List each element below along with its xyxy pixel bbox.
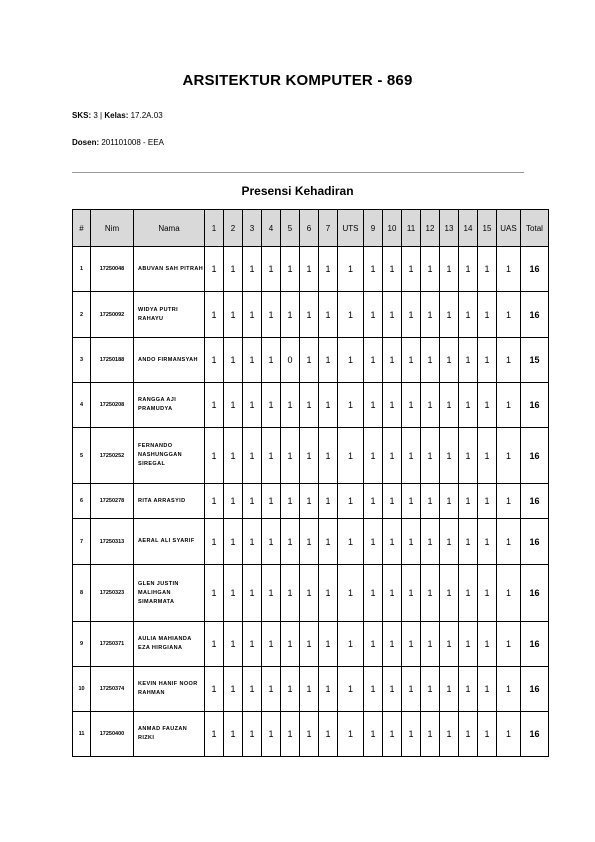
dosen-label: Dosen: [72,138,100,147]
attendance-cell: 1 [421,247,440,292]
attendance-cell: 1 [440,519,459,565]
attendance-cell: 1 [478,565,497,622]
student-nim: 17250278 [91,484,134,519]
attendance-cell: 1 [421,712,440,757]
column-header: 7 [319,210,338,247]
student-name: FERNANDO NASHUNGGAN SIREGAL [134,428,205,484]
lecturer-info [72,138,164,147]
document-title: ARSITEKTUR KOMPUTER - 869 [182,72,413,89]
attendance-cell: 1 [402,712,421,757]
sks-label: SKS: [72,111,92,120]
table-row [73,565,549,622]
attendance-cell: 1 [338,667,364,712]
attendance-cell: 1 [338,519,364,565]
attendance-cell: 1 [364,247,383,292]
column-header: 15 [478,210,497,247]
attendance-cell: 1 [421,622,440,667]
separator: | [100,111,103,120]
attendance-cell: 1 [300,622,319,667]
row-number: 6 [73,484,91,519]
attendance-cell: 1 [459,712,478,757]
table-row [73,428,549,484]
column-header: # [73,210,91,247]
attendance-cell: 1 [262,428,281,484]
attendance-cell: 1 [421,484,440,519]
attendance-cell: 1 [440,484,459,519]
table-row [73,484,549,519]
attendance-cell: 1 [338,292,364,338]
attendance-cell: 1 [459,622,478,667]
attendance-cell: 1 [338,622,364,667]
attendance-cell: 1 [364,484,383,519]
attendance-cell: 1 [224,484,243,519]
row-number: 8 [73,565,91,622]
attendance-cell: 1 [205,667,224,712]
column-header: 1 [205,210,224,247]
attendance-cell: 1 [224,247,243,292]
attendance-cell: 1 [243,484,262,519]
column-header: 11 [402,210,421,247]
student-name: RANGGA AJI PRAMUDYA [134,383,205,428]
row-number: 2 [73,292,91,338]
column-header: 14 [459,210,478,247]
attendance-cell: 1 [402,667,421,712]
attendance-cell: 1 [281,667,300,712]
total-cell: 16 [521,565,549,622]
student-nim: 17250252 [91,428,134,484]
attendance-cell: 1 [402,484,421,519]
column-header: 6 [300,210,319,247]
attendance-cell: 1 [224,622,243,667]
attendance-cell: 1 [478,484,497,519]
attendance-cell: 1 [459,292,478,338]
attendance-cell: 1 [300,519,319,565]
column-header: 5 [281,210,300,247]
attendance-cell: 1 [300,338,319,383]
attendance-cell: 1 [440,338,459,383]
attendance-cell: 1 [364,712,383,757]
attendance-cell: 1 [440,247,459,292]
attendance-cell: 1 [319,712,338,757]
column-header: UAS [497,210,521,247]
total-cell: 16 [521,292,549,338]
attendance-cell: 1 [281,712,300,757]
table-row [73,712,549,757]
table-row [73,338,549,383]
attendance-cell: 1 [497,247,521,292]
attendance-cell: 1 [364,292,383,338]
attendance-cell: 1 [300,565,319,622]
table-body [73,247,549,757]
attendance-cell: 1 [402,383,421,428]
attendance-cell: 1 [402,338,421,383]
column-header: 4 [262,210,281,247]
attendance-cell: 1 [383,292,402,338]
dosen-value: 201101008 - EEA [101,138,164,147]
row-number: 4 [73,383,91,428]
attendance-cell: 1 [205,484,224,519]
row-number: 7 [73,519,91,565]
attendance-cell: 1 [243,519,262,565]
attendance-cell: 1 [478,622,497,667]
column-header: Total [521,210,549,247]
student-name: ANMAD FAUZAN RIZKI [134,712,205,757]
attendance-cell: 1 [300,383,319,428]
column-header: 12 [421,210,440,247]
column-header: Nim [91,210,134,247]
attendance-cell: 1 [421,667,440,712]
attendance-cell: 1 [319,428,338,484]
attendance-cell: 1 [440,622,459,667]
attendance-cell: 1 [319,383,338,428]
student-name: GLEN JUSTIN MALIHGAN SIMARMATA [134,565,205,622]
attendance-cell: 1 [300,667,319,712]
attendance-cell: 1 [402,247,421,292]
attendance-cell: 1 [224,667,243,712]
attendance-cell: 1 [421,565,440,622]
attendance-cell: 1 [459,338,478,383]
attendance-cell: 1 [440,428,459,484]
attendance-cell: 1 [300,484,319,519]
student-name: AERAL ALI SYARIF [134,519,205,565]
total-cell: 16 [521,484,549,519]
attendance-cell: 1 [402,292,421,338]
attendance-cell: 1 [243,247,262,292]
attendance-cell: 1 [421,383,440,428]
attendance-cell: 1 [383,383,402,428]
student-name: ANDO FIRMANSYAH [134,338,205,383]
student-nim: 17250371 [91,622,134,667]
total-cell: 15 [521,338,549,383]
student-nim: 17250400 [91,712,134,757]
attendance-cell: 1 [262,338,281,383]
attendance-cell: 1 [243,383,262,428]
section-title: Presensi Kehadiran [241,184,354,198]
attendance-cell: 1 [243,565,262,622]
attendance-cell: 1 [300,247,319,292]
attendance-cell: 1 [243,338,262,383]
table-row [73,247,549,292]
student-name: ABUVAN SAH PITRAH [134,247,205,292]
column-header: 9 [364,210,383,247]
attendance-cell: 1 [281,247,300,292]
total-cell: 16 [521,519,549,565]
attendance-cell: 1 [364,667,383,712]
attendance-cell: 1 [383,519,402,565]
attendance-cell: 1 [478,428,497,484]
column-header: 13 [440,210,459,247]
course-info [72,111,163,120]
table-row [73,383,549,428]
attendance-cell: 1 [497,338,521,383]
student-nim: 17250188 [91,338,134,383]
attendance-cell: 1 [459,565,478,622]
attendance-cell: 1 [243,712,262,757]
attendance-cell: 1 [338,428,364,484]
attendance-cell: 1 [402,519,421,565]
attendance-cell: 1 [478,338,497,383]
attendance-cell: 1 [459,247,478,292]
row-number: 3 [73,338,91,383]
row-number: 9 [73,622,91,667]
attendance-cell: 1 [243,292,262,338]
total-cell: 16 [521,383,549,428]
row-number: 1 [73,247,91,292]
student-nim: 17250092 [91,292,134,338]
attendance-cell: 1 [459,383,478,428]
attendance-cell: 1 [319,565,338,622]
attendance-cell: 1 [281,519,300,565]
attendance-cell: 1 [262,519,281,565]
attendance-cell: 1 [478,519,497,565]
divider [72,172,524,173]
table-row [73,667,549,712]
attendance-cell: 1 [402,428,421,484]
attendance-cell: 1 [421,428,440,484]
attendance-cell: 1 [383,247,402,292]
attendance-cell: 1 [205,292,224,338]
row-number: 5 [73,428,91,484]
attendance-cell: 1 [383,712,402,757]
attendance-cell: 1 [262,667,281,712]
attendance-cell: 1 [440,292,459,338]
attendance-cell: 1 [205,622,224,667]
attendance-cell: 1 [262,247,281,292]
attendance-cell: 1 [224,519,243,565]
attendance-cell: 1 [478,667,497,712]
attendance-cell: 1 [459,484,478,519]
attendance-cell: 1 [402,622,421,667]
attendance-cell: 1 [421,519,440,565]
attendance-cell: 1 [205,338,224,383]
attendance-cell: 1 [205,428,224,484]
attendance-cell: 1 [319,247,338,292]
kelas-value: 17.2A.03 [130,111,163,120]
attendance-cell: 1 [224,428,243,484]
row-number: 10 [73,667,91,712]
attendance-cell: 1 [319,622,338,667]
attendance-cell: 1 [300,428,319,484]
attendance-cell: 1 [338,338,364,383]
student-nim: 17250323 [91,565,134,622]
column-header: Nama [134,210,205,247]
table-header-row [73,210,549,247]
student-name: WIDYA PUTRI RAHAYU [134,292,205,338]
attendance-cell: 1 [205,383,224,428]
table-row [73,519,549,565]
attendance-cell: 1 [224,292,243,338]
student-name: AULIA MAHIANDA EZA HIRGIANA [134,622,205,667]
attendance-cell: 1 [281,565,300,622]
attendance-cell: 1 [364,428,383,484]
student-name: KEVIN HANIF NOOR RAHMAN [134,667,205,712]
attendance-cell: 1 [243,622,262,667]
attendance-cell: 1 [478,383,497,428]
total-cell: 16 [521,247,549,292]
attendance-cell: 1 [281,383,300,428]
attendance-cell: 1 [338,247,364,292]
student-name: RITA ARRASYID [134,484,205,519]
attendance-cell: 1 [440,667,459,712]
attendance-cell: 1 [440,712,459,757]
attendance-cell: 1 [364,622,383,667]
column-header: UTS [338,210,364,247]
attendance-cell: 0 [281,338,300,383]
attendance-cell: 1 [497,292,521,338]
attendance-cell: 1 [262,712,281,757]
attendance-cell: 1 [440,383,459,428]
attendance-cell: 1 [440,565,459,622]
attendance-cell: 1 [300,292,319,338]
attendance-cell: 1 [243,428,262,484]
attendance-cell: 1 [459,428,478,484]
attendance-cell: 1 [262,622,281,667]
attendance-cell: 1 [319,667,338,712]
attendance-cell: 1 [364,338,383,383]
attendance-cell: 1 [497,484,521,519]
total-cell: 16 [521,622,549,667]
attendance-cell: 1 [205,519,224,565]
attendance-cell: 1 [319,519,338,565]
attendance-cell: 1 [262,383,281,428]
attendance-cell: 1 [421,292,440,338]
attendance-cell: 1 [338,383,364,428]
attendance-table [72,209,549,757]
attendance-cell: 1 [205,712,224,757]
attendance-cell: 1 [383,565,402,622]
attendance-cell: 1 [478,292,497,338]
attendance-cell: 1 [497,565,521,622]
attendance-cell: 1 [319,292,338,338]
attendance-cell: 1 [224,338,243,383]
total-cell: 16 [521,712,549,757]
attendance-cell: 1 [262,565,281,622]
attendance-cell: 1 [300,712,319,757]
attendance-cell: 1 [338,565,364,622]
attendance-cell: 1 [205,565,224,622]
attendance-cell: 1 [383,622,402,667]
table-row [73,622,549,667]
attendance-cell: 1 [281,428,300,484]
attendance-cell: 1 [319,338,338,383]
attendance-cell: 1 [497,519,521,565]
attendance-cell: 1 [383,338,402,383]
student-nim: 17250208 [91,383,134,428]
attendance-cell: 1 [262,292,281,338]
attendance-cell: 1 [281,484,300,519]
student-nim: 17250374 [91,667,134,712]
total-cell: 16 [521,428,549,484]
attendance-cell: 1 [364,565,383,622]
attendance-cell: 1 [262,484,281,519]
attendance-cell: 1 [478,247,497,292]
attendance-cell: 1 [421,338,440,383]
attendance-cell: 1 [281,292,300,338]
attendance-cell: 1 [497,383,521,428]
attendance-cell: 1 [224,712,243,757]
attendance-cell: 1 [383,428,402,484]
attendance-cell: 1 [459,519,478,565]
attendance-cell: 1 [497,622,521,667]
attendance-cell: 1 [497,428,521,484]
attendance-cell: 1 [338,484,364,519]
student-nim: 17250048 [91,247,134,292]
kelas-label: Kelas: [104,111,129,120]
attendance-cell: 1 [319,484,338,519]
attendance-cell: 1 [497,667,521,712]
student-nim: 17250313 [91,519,134,565]
attendance-cell: 1 [224,565,243,622]
attendance-cell: 1 [402,565,421,622]
total-cell: 16 [521,667,549,712]
sks-value: 3 [93,111,98,120]
column-header: 2 [224,210,243,247]
attendance-cell: 1 [459,667,478,712]
attendance-cell: 1 [224,383,243,428]
attendance-cell: 1 [383,667,402,712]
attendance-cell: 1 [497,712,521,757]
column-header: 10 [383,210,402,247]
attendance-cell: 1 [383,484,402,519]
table-row [73,292,549,338]
attendance-cell: 1 [281,622,300,667]
row-number: 11 [73,712,91,757]
column-header: 3 [243,210,262,247]
attendance-cell: 1 [338,712,364,757]
attendance-cell: 1 [364,519,383,565]
attendance-cell: 1 [364,383,383,428]
attendance-cell: 1 [205,247,224,292]
attendance-cell: 1 [478,712,497,757]
attendance-cell: 1 [243,667,262,712]
